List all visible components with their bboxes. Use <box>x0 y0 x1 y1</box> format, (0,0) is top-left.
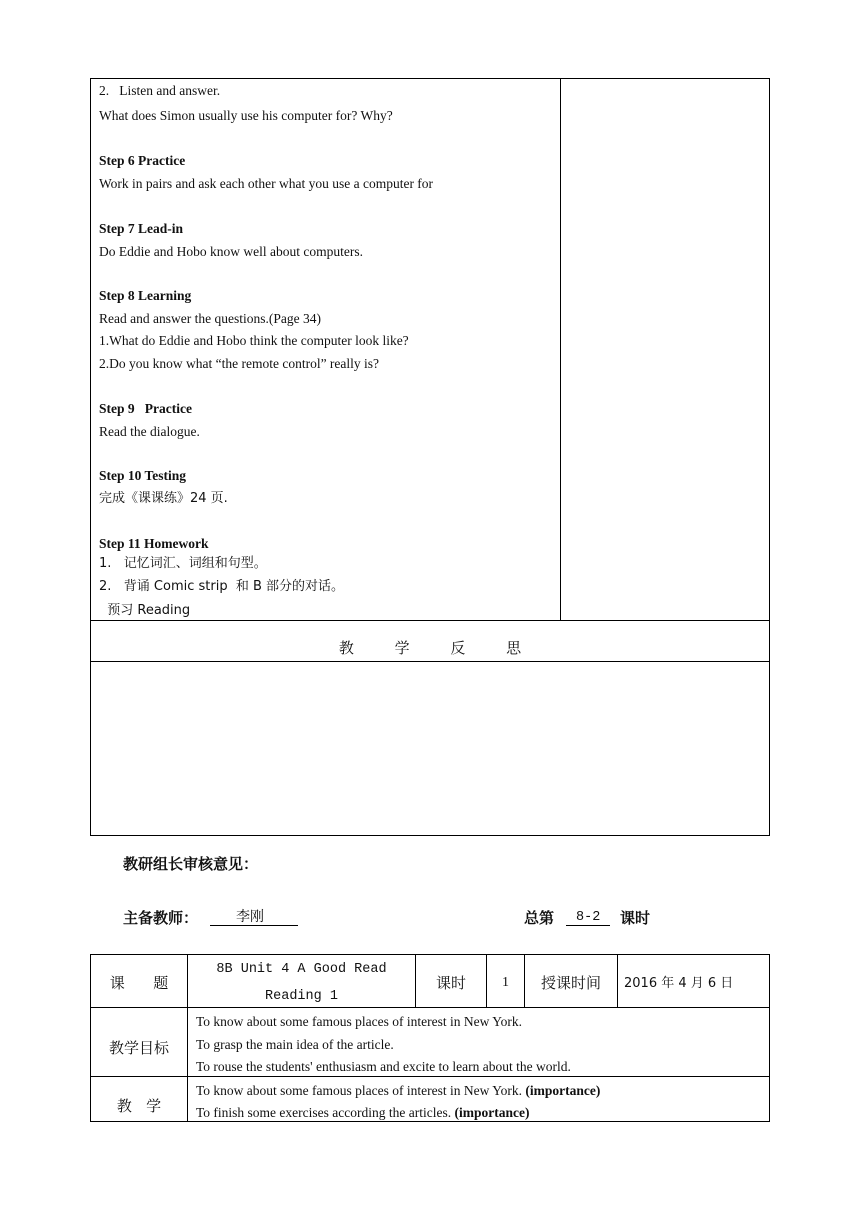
step-line: Read the dialogue. <box>99 424 200 439</box>
step-line: 1.What do Eddie and Hobo think the computer look like? <box>99 333 409 348</box>
step-heading: Step 11 Homework <box>99 536 209 551</box>
step-heading: Step 8 Learning <box>99 288 192 303</box>
step-line: Work in pairs and ask each other what you use a computer for <box>99 176 434 191</box>
table-divider <box>90 1007 770 1008</box>
key-point-text: To finish some exercises according the articles. <box>196 1105 452 1120</box>
review-label: 教研组长审核意见： <box>123 855 259 873</box>
table-divider <box>560 78 561 621</box>
table-divider <box>617 954 618 1007</box>
step-heading: Step 7 Lead-in <box>99 221 184 236</box>
teacher-label: 主备教师： <box>123 909 199 927</box>
step-line: Read and answer the questions.(Page 34) <box>99 311 321 326</box>
step-line: 2. Listen and answer. <box>99 83 221 98</box>
goal-item: To grasp the main idea of the article. <box>196 1037 394 1052</box>
topic-title: 8B Unit 4 A Good Read <box>216 962 387 977</box>
step-heading: Step 10 Testing <box>99 468 187 483</box>
topic-subtitle: Reading 1 <box>265 989 338 1004</box>
reflection-heading: 教 学 反 思 <box>338 639 540 657</box>
table-divider <box>90 620 770 621</box>
date-label: 授课时间 <box>540 974 601 992</box>
step-line: 2. 背诵 Comic strip 和 B 部分的对话。 <box>99 579 345 594</box>
step-heading: Step 9 Practice <box>99 401 192 416</box>
teacher-name: 李刚 <box>236 909 264 925</box>
step-line: 完成《课课练》24 页. <box>99 491 228 506</box>
goal-item: To rouse the students' enthusiasm and excite to learn about the world. <box>196 1059 571 1074</box>
step-line: Do Eddie and Hobo know well about computers. <box>99 244 363 259</box>
date-value: 2016 年 4 月 6 日 <box>624 976 734 991</box>
step-line: 预习 Reading <box>99 603 191 618</box>
step-heading: Step 6 Practice <box>99 153 186 168</box>
key-point-text: To know about some famous places of interest in New York. <box>196 1083 523 1098</box>
period-label: 课时 <box>435 974 466 992</box>
importance-tag: (importance) <box>525 1083 601 1098</box>
goals-label: 教学目标 <box>108 1039 169 1057</box>
table-divider <box>90 1076 770 1077</box>
importance-tag: (importance) <box>454 1105 530 1120</box>
goal-item: To know about some famous places of interest in New York. <box>196 1014 523 1029</box>
lesson-number: 8-2 <box>576 910 601 925</box>
key-points-label: 教 学 <box>116 1097 162 1115</box>
step-line: 1. 记忆词汇、词组和句型。 <box>99 556 267 571</box>
step-line: What does Simon usually use his computer for? Why? <box>99 108 393 123</box>
reflection-area <box>91 662 769 835</box>
topic-label: 课 题 <box>109 974 169 992</box>
key-point-item <box>196 1104 529 1122</box>
table-divider <box>187 954 188 1122</box>
lesson-unit-label: 课时 <box>620 909 651 927</box>
total-label: 总第 <box>524 909 555 927</box>
period-value: 1 <box>502 975 509 990</box>
step-line: 2.Do you know what “the remote control” really is? <box>99 356 380 371</box>
key-point-item <box>196 1082 600 1100</box>
